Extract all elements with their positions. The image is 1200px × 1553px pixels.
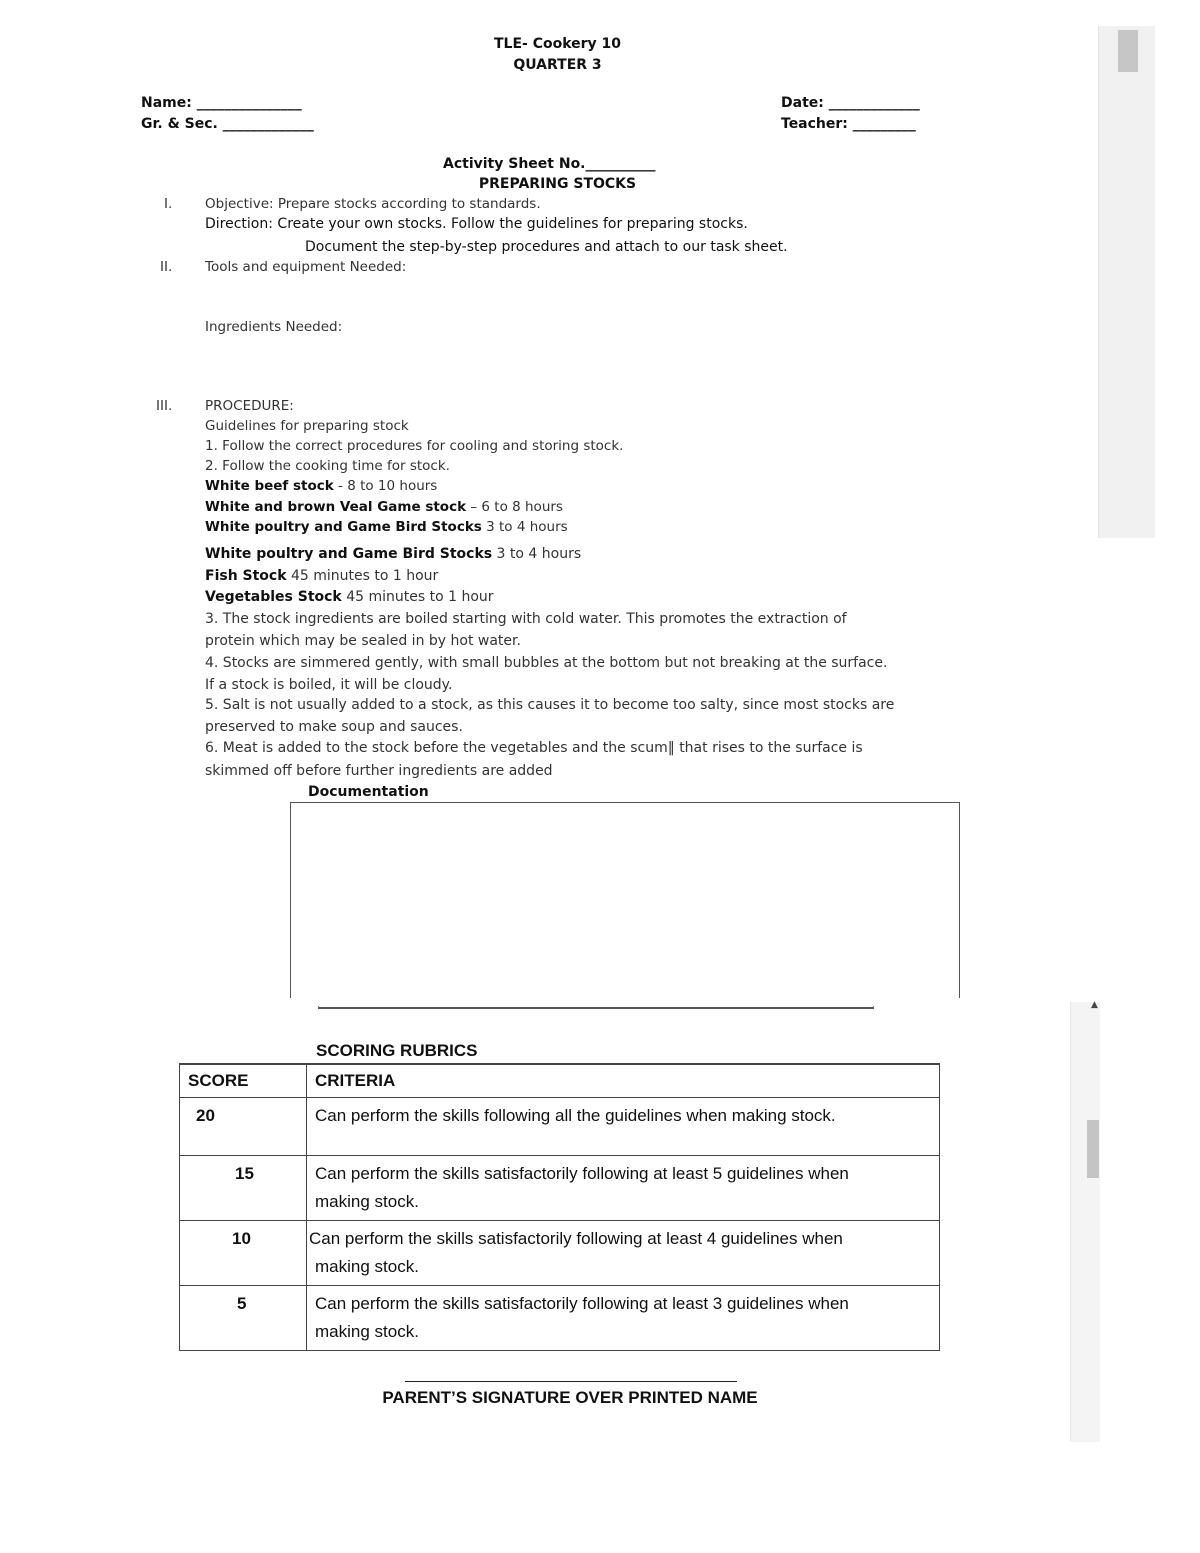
guideline-4: 4. Stocks are simmered gently, with small bubbles at the bottom but not breaking at the surface. [205,655,888,671]
section-iii-number: III. [156,398,173,414]
guideline-5: 5. Salt is not usually added to a stock, as this causes it to become too salty, since most stocks are [205,697,895,713]
rubric-score: 15 [180,1156,307,1221]
rubric-row [180,1156,940,1221]
quarter-label: QUARTER 3 [513,57,602,73]
rubric-row [180,1098,940,1156]
rubric-score: 10 [180,1221,307,1286]
rubric-score: 5 [180,1286,307,1351]
cooking-time-value: 3 to 4 hours [492,546,582,562]
rubric-row [180,1221,940,1286]
documentation-box [290,802,960,998]
cooking-time-row [205,589,494,605]
guideline-6: 6. Meat is added to the stock before the vegetables and the scum‖ that rises to the surface is [205,740,863,756]
vertical-scrollbar-lower[interactable] [1070,1002,1100,1442]
date-field: Date: _____________ [781,95,920,111]
rubric-criteria-line: Can perform the skills satisfactorily following at least 5 guidelines when [315,1164,849,1183]
scrollbar-thumb[interactable] [1118,30,1138,72]
vertical-scrollbar[interactable] [1098,26,1155,538]
cooking-time-row [205,568,438,584]
guideline-2: 2. Follow the cooking time for stock. [205,458,450,474]
tools-needed-label: Tools and equipment Needed: [205,259,407,275]
scroll-up-arrow-icon[interactable]: ▲ [1091,1000,1098,1010]
procedure-heading: PROCEDURE: [205,398,294,414]
activity-title: PREPARING STOCKS [478,176,637,192]
direction-text: Direction: Create your own stocks. Follow the guidelines for preparing stocks. [205,216,748,232]
cooking-time-label: White poultry and Game Bird Stocks [205,519,482,535]
name-field: Name: _______________ [141,95,302,111]
cooking-time-value: 3 to 4 hours [481,519,568,535]
cooking-time-row [205,546,581,562]
guidelines-heading: Guidelines for preparing stock [205,418,409,434]
cooking-time-value: 45 minutes to 1 hour [286,568,439,584]
guideline-6-continued: skimmed off before further ingredients are added [205,763,553,779]
cooking-time-label: Fish Stock [205,568,287,584]
guideline-4-continued: If a stock is boiled, it will be cloudy. [205,677,453,693]
rubric-criteria [307,1098,940,1156]
rubric-criteria-line: making stock. [315,1257,419,1276]
guideline-3: 3. The stock ingredients are boiled starting with cold water. This promotes the extraction of [205,611,847,627]
cooking-time-label: White beef stock [205,478,334,494]
ingredients-needed-label: Ingredients Needed: [205,319,343,335]
teacher-field: Teacher: _________ [781,116,916,132]
rubric-row [180,1286,940,1351]
cooking-time-row [205,478,437,494]
rubric-header-row [180,1064,940,1098]
activity-sheet-number: Activity Sheet No.__________ [443,156,656,172]
rubric-criteria-line: Can perform the skills following all the guidelines when making stock. [315,1106,836,1125]
documentation-label: Documentation [308,784,429,800]
criteria-column-header: CRITERIA [307,1064,940,1098]
rubric-criteria [307,1221,940,1286]
rubric-criteria [307,1156,940,1221]
guideline-3-continued: protein which may be sealed in by hot water. [205,633,521,649]
objective-text: Objective: Prepare stocks according to standards. [205,196,541,212]
score-column-header: SCORE [180,1064,307,1098]
direction-text-continued: Document the step-by-step procedures and attach to our task sheet. [305,239,788,255]
cooking-time-row [205,499,563,515]
cooking-time-label: White and brown Veal Game stock [205,499,467,515]
cooking-time-row [205,519,568,535]
rubric-criteria [307,1286,940,1351]
document-title: TLE- Cookery 10 [493,36,622,52]
documentation-box-bottom-line [318,1006,874,1009]
rubric-criteria-line: Can perform the skills satisfactorily following at least 4 guidelines when [309,1229,843,1248]
rubric-score: 20 [180,1098,307,1156]
rubric-table [179,1063,940,1351]
cooking-time-value: – 6 to 8 hours [466,499,563,515]
cooking-time-label: White poultry and Game Bird Stocks [205,546,493,562]
signature-line [405,1381,737,1382]
guideline-1: 1. Follow the correct procedures for cooling and storing stock. [205,438,624,454]
rubric-criteria-line: making stock. [315,1192,419,1211]
parent-signature-label: PARENT’S SIGNATURE OVER PRINTED NAME [382,1388,758,1407]
cooking-time-label: Vegetables Stock [205,589,342,605]
rubric-criteria-line: making stock. [315,1322,419,1341]
guideline-5-continued: preserved to make soup and sauces. [205,719,463,735]
section-i-number: I. [164,196,173,212]
grade-section-field: Gr. & Sec. _____________ [141,116,314,132]
cooking-time-value: 45 minutes to 1 hour [341,589,494,605]
rubric-title: SCORING RUBRICS [316,1041,478,1060]
scrollbar-thumb-lower[interactable] [1087,1120,1099,1178]
rubric-criteria-line: Can perform the skills satisfactorily following at least 3 guidelines when [315,1294,849,1313]
cooking-time-value: - 8 to 10 hours [333,478,438,494]
section-ii-number: II. [160,259,173,275]
